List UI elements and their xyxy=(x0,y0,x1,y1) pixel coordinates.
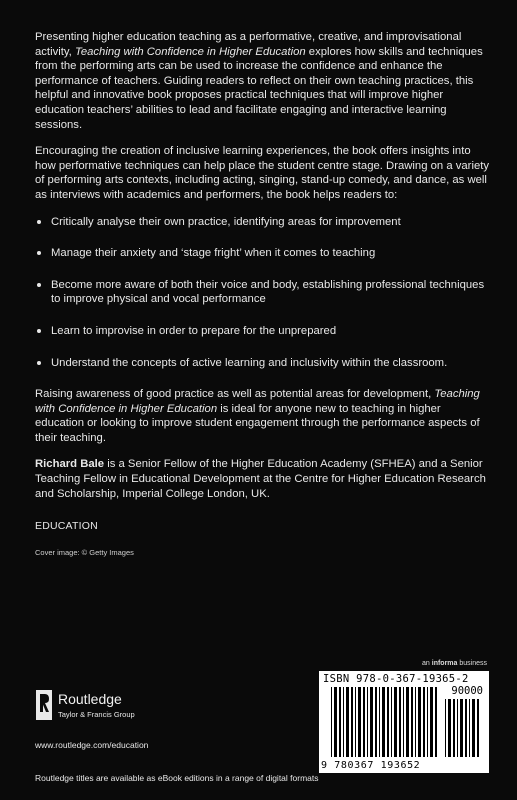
bullet-icon xyxy=(37,329,41,333)
list-item: Learn to improvise in order to prepare for the unprepared xyxy=(35,324,491,339)
publisher-website[interactable]: www.routledge.com/education xyxy=(35,740,149,750)
barcode-bar xyxy=(453,699,455,757)
barcode-bar xyxy=(423,687,425,757)
barcode-bar xyxy=(418,687,421,757)
barcode-bar xyxy=(430,687,433,757)
author-name: Richard Bale xyxy=(35,458,105,471)
ebook-note: Routledge titles are available as eBook editions in a range of digital formats xyxy=(35,773,319,783)
bullet-icon xyxy=(37,361,41,365)
bullet-icon xyxy=(37,220,41,224)
description-text: Presenting higher education teaching as a performative, creative, and improvisational activity, xyxy=(35,31,462,58)
barcode-bar xyxy=(465,699,467,757)
description-paragraph-2: Encouraging the creation of inclusive learning experiences, the book offers insights into how performative techniques can help place the student centre stage. Drawing on a variety of performing arts contexts, including acting, singing, stand-up comedy, and dance, as well as interviews with academics and performers, the book helps readers to: xyxy=(35,145,490,201)
list-item: Become more aware of both their voice and body, establishing professional techniques to improve physical and vocal performance xyxy=(35,278,491,307)
barcode-bar xyxy=(469,699,470,757)
informa-business-tag: an informa business xyxy=(422,660,487,667)
description-paragraph-1 xyxy=(35,30,491,132)
barcode-bar xyxy=(346,687,349,757)
author-bio-text: is a Senior Fellow of the Higher Education Academy (SFHEA) and a Senior Teaching Fellow in Educational Development at the Centre for Higher Education Research and Scholarship, Imperial College London, UK. xyxy=(35,458,486,500)
barcode-bar xyxy=(406,687,409,757)
barcode-bar xyxy=(387,687,389,757)
isbn-barcode xyxy=(319,671,489,773)
publisher-group: Taylor & Francis Group xyxy=(58,710,135,719)
barcode-bar xyxy=(358,687,361,757)
barcode-bar xyxy=(363,687,365,757)
barcode-bar xyxy=(435,687,437,757)
barcode-bar xyxy=(334,687,337,757)
subject-category: EDUCATION xyxy=(35,520,98,533)
barcode-bar xyxy=(399,687,401,757)
barcode-bar xyxy=(415,687,416,757)
list-item: Manage their anxiety and ‘stage fright’ when it comes to teaching xyxy=(35,246,491,261)
barcode-bar xyxy=(427,687,428,757)
bullet-list xyxy=(35,215,491,371)
barcode-bar xyxy=(331,687,332,757)
routledge-logo-icon xyxy=(36,690,52,720)
cover-credit: Cover image: © Getty Images xyxy=(35,547,134,557)
barcode-bar xyxy=(375,687,377,757)
barcode-bar xyxy=(351,687,353,757)
barcode-bars xyxy=(331,687,439,757)
barcode-bar xyxy=(339,687,341,757)
barcode-bar xyxy=(343,687,344,757)
barcode-bar xyxy=(445,699,446,757)
barcode-bar xyxy=(403,687,404,757)
barcode-bar xyxy=(355,687,356,757)
barcode-bar xyxy=(411,687,413,757)
price-barcode-bars xyxy=(445,699,483,757)
list-item: Critically analyse their own practice, identifying areas for improvement xyxy=(35,215,491,230)
barcode-bar xyxy=(382,687,385,757)
list-item: Understand the concepts of active learning and inclusivity within the classroom. xyxy=(35,356,491,371)
back-cover-text xyxy=(35,30,491,560)
bullet-icon xyxy=(37,251,41,255)
barcode-bar xyxy=(394,687,397,757)
price-code: 90000 xyxy=(451,685,483,697)
book-title-italic: Teaching with Confidence in Higher Education xyxy=(74,45,306,58)
barcode-bar xyxy=(367,687,368,757)
book-title-italic: Teaching with Confidence in Higher Education xyxy=(35,388,480,415)
barcode-bar xyxy=(391,687,392,757)
barcode-bar xyxy=(477,699,479,757)
barcode-bar xyxy=(457,699,458,757)
description-text: explores how skills and techniques from the performing arts can be used to increase the confidence and enhance the performance of teachers. Guiding readers to reflect on their own teaching practices, this helpful and innovative book proposes practical techniques that will improve higher education teachers’ abilities to lead and facilitate engaging and interactive learning sessions. xyxy=(35,45,483,131)
barcode-digits: 9 780367 193652 xyxy=(321,760,421,771)
barcode-bar xyxy=(379,687,380,757)
barcode-bar xyxy=(448,699,451,757)
isbn-label: ISBN 978-0-367-19365-2 xyxy=(323,673,469,685)
routledge-logo xyxy=(36,690,186,730)
barcode-bar xyxy=(472,699,475,757)
barcode-bar xyxy=(370,687,373,757)
description-paragraph-3: Raising awareness of good practice as well as potential areas for development, Teaching with Confidence in Higher Education is ideal for anyone new to teaching in higher education or looking to improve student engagement through the performance aspects of their teaching. xyxy=(35,388,480,444)
bullet-icon xyxy=(37,283,41,287)
author-bio xyxy=(35,457,491,501)
barcode-bar xyxy=(460,699,463,757)
publisher-name: Routledge xyxy=(58,691,122,707)
